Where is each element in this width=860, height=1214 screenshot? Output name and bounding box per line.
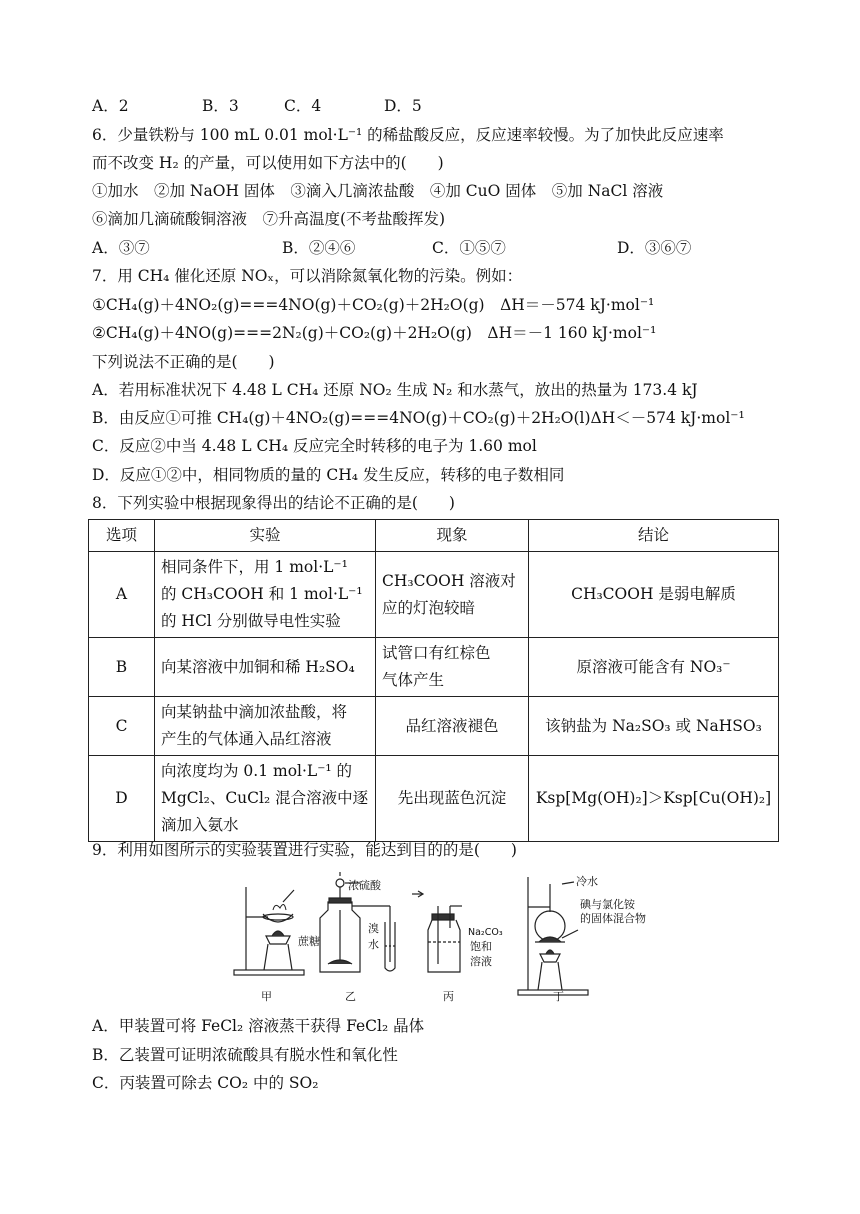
cell-line: 产生的气体通入品红溶液	[161, 730, 332, 748]
cell-line: 试管口有红棕色	[382, 644, 491, 662]
label-na2co3-1: Na₂CO₃	[468, 927, 503, 938]
header-phenomenon: 现象	[376, 520, 529, 552]
row-d-phenomenon	[376, 756, 529, 842]
cell-line: 的 CH₃COOH 和 1 mol·L⁻¹	[161, 585, 363, 603]
label-mixture-2: 的固体混合物	[580, 912, 646, 925]
q6-option-b: B．②④⑥	[282, 239, 356, 257]
cell-line: 滴加入氨水	[161, 816, 239, 834]
q9-apparatus-figure	[228, 872, 678, 1007]
cell-line: 应的灯泡较暗	[382, 598, 476, 617]
apparatus-jia	[234, 887, 304, 975]
table-row	[89, 756, 779, 842]
q6-methods-line2: ⑥滴加几滴硫酸铜溶液 ⑦升高温度(不考盐酸挥发)	[92, 210, 446, 228]
table-header-row	[89, 520, 779, 552]
cell-line: MgCl₂、CuCl₂ 混合溶液中逐	[161, 789, 369, 807]
label-bromine-1: 溴	[368, 922, 379, 935]
apparatus-ding	[518, 877, 588, 995]
q6-option-a: A．③⑦	[92, 239, 150, 257]
caption-ding: 丁	[553, 990, 564, 1003]
q7-option-c: C．反应②中当 4.48 L CH₄ 反应完全时转移的电子为 1.60 mol	[92, 437, 537, 455]
row-c-conclusion: 该钠盐为 Na₂SO₃ 或 NaHSO₃	[529, 697, 779, 756]
cell-line: 的 HCl 分别做导电性实验	[161, 612, 341, 630]
q7-equation-2: ②CH₄(g)＋4NO(g)===2N₂(g)＋CO₂(g)＋2H₂O(g) ΔH＝－1 160 kJ·mol⁻¹	[92, 324, 657, 342]
apparatus-bing	[428, 906, 462, 972]
header-conclusion: 结论	[529, 520, 779, 552]
table-row	[89, 638, 779, 697]
row-d-option: D	[89, 756, 155, 842]
q6-stem-line1: 6．少量铁粉与 100 mL 0.01 mol·L⁻¹ 的稀盐酸反应，反应速率较慢。为了加快此反应速率	[92, 126, 724, 144]
q5-option-d: D．5	[384, 97, 422, 115]
q8-table	[88, 519, 779, 842]
cell-line: CH₃COOH 溶液对	[382, 571, 516, 590]
label-cold-water: 冷水	[576, 875, 598, 888]
label-sucrose: 蔗糖	[298, 935, 320, 948]
q6-option-d: D．③⑥⑦	[617, 239, 692, 257]
row-b-option: B	[89, 638, 155, 697]
row-b-conclusion: 原溶液可能含有 NO₃⁻	[529, 638, 779, 697]
q9-option-a: A．甲装置可将 FeCl₂ 溶液蒸干获得 FeCl₂ 晶体	[92, 1017, 425, 1035]
table-row	[89, 697, 779, 756]
q6-option-c: C．①⑤⑦	[432, 239, 506, 257]
cell-line: 品红溶液褪色	[405, 716, 499, 735]
row-a-option: A	[89, 552, 155, 638]
caption-bing: 丙	[443, 990, 454, 1003]
label-conc-sulfuric-acid: 浓硫酸	[348, 879, 381, 892]
q7-question: 下列说法不正确的是( )	[92, 353, 275, 371]
header-experiment: 实验	[155, 520, 376, 552]
row-d-experiment	[155, 756, 376, 842]
cell-line: 先出现蓝色沉淀	[397, 789, 507, 807]
row-a-conclusion: CH₃COOH 是弱电解质	[529, 552, 779, 638]
row-b-experiment	[155, 638, 376, 697]
q5-option-c: C．4	[284, 97, 322, 115]
q5-options	[92, 96, 422, 116]
row-b-phenomenon	[376, 638, 529, 697]
cell-line: 相同条件下，用 1 mol·L⁻¹	[161, 558, 348, 576]
q8-stem: 8．下列实验中根据现象得出的结论不正确的是( )	[92, 494, 455, 512]
label-mixture-1: 碘与氯化铵	[580, 898, 635, 911]
q9-option-c: C．丙装置可除去 CO₂ 中的 SO₂	[92, 1074, 319, 1092]
q7-option-b: B．由反应①可推 CH₄(g)＋4NO₂(g)===4NO(g)＋CO₂(g)＋2H₂O(l)ΔH＜－574 kJ·mol⁻¹	[92, 409, 745, 427]
q6-methods-line1: ①加水 ②加 NaOH 固体 ③滴入几滴浓盐酸 ④加 CuO 固体 ⑤加 NaCl 溶液	[92, 182, 664, 200]
header-option: 选项	[89, 520, 155, 552]
q6-stem-line2: 而不改变 H₂ 的产量，可以使用如下方法中的( )	[92, 154, 444, 172]
q7-equation-1: ①CH₄(g)＋4NO₂(g)===4NO(g)＋CO₂(g)＋2H₂O(g) ΔH＝－574 kJ·mol⁻¹	[92, 296, 655, 314]
row-c-experiment	[155, 697, 376, 756]
cell-line: 向某钠盐中滴加浓盐酸，将	[161, 703, 348, 721]
cell-line: 向某溶液中加铜和稀 H₂SO₄	[161, 657, 355, 676]
cell-line: 向浓度均为 0.1 mol·L⁻¹ 的	[161, 762, 353, 780]
row-d-conclusion: Ksp[Mg(OH)₂]＞Ksp[Cu(OH)₂]	[529, 756, 779, 842]
label-bromine-2: 水	[368, 938, 379, 951]
row-c-phenomenon	[376, 697, 529, 756]
row-a-phenomenon	[376, 552, 529, 638]
q6-options	[92, 238, 691, 258]
q5-option-a: A．2	[92, 97, 129, 115]
q9-option-b: B．乙装置可证明浓硫酸具有脱水性和氧化性	[92, 1046, 398, 1064]
row-a-experiment	[155, 552, 376, 638]
label-na2co3-2: 饱和	[470, 940, 492, 953]
q7-option-d: D．反应①②中，相同物质的量的 CH₄ 发生反应，转移的电子数相同	[92, 466, 565, 484]
table-row	[89, 552, 779, 638]
q7-option-a: A．若用标准状况下 4.48 L CH₄ 还原 NO₂ 生成 N₂ 和水蒸气，放出的热量为 173.4 kJ	[92, 381, 698, 399]
q7-stem: 7．用 CH₄ 催化还原 NOₓ，可以消除氮氧化物的污染。例如：	[92, 267, 523, 285]
caption-yi: 乙	[345, 990, 356, 1003]
q9-stem: 9．利用如图所示的实验装置进行实验，能达到目的的是( )	[92, 841, 517, 859]
label-na2co3-3: 溶液	[470, 955, 492, 968]
q5-option-b: B．3	[202, 97, 239, 115]
row-c-option: C	[89, 697, 155, 756]
cell-line: 气体产生	[382, 671, 445, 689]
caption-jia: 甲	[261, 990, 272, 1003]
